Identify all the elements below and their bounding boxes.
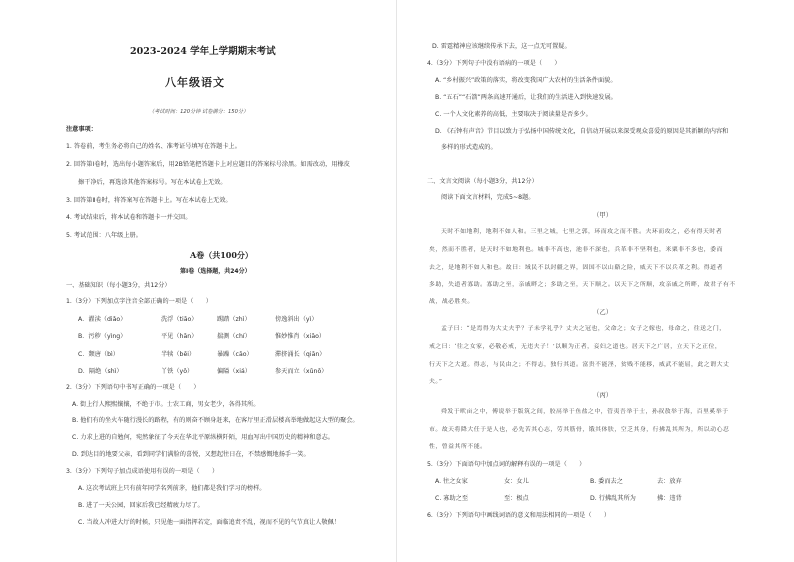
q2-option-d: D. 到达目的地要父亲，看到同学们满脸的喜悦，又想起往日在，不禁感慨地扬手一笑。 — [72, 451, 310, 458]
q3-option-b: B. 进了一天公园，回家后我已经精疲力尽了。 — [78, 502, 204, 509]
q3-option-a: A. 这次考试班上只有前年同学名列前茅，他们都是我们学习的榜样。 — [78, 485, 266, 492]
q4-option-a: A. “乡村振兴”政策的落实，将改变我国广大农村的生活条件面貌。 — [435, 77, 617, 84]
passage-jia-line: 去之，是地利不如人和也。故曰：域民不以封疆之界，固国不以山谿之险，威天下不以兵革之利。得道者 — [429, 265, 723, 271]
q5-option-d: D. 行拂乱其所为 — [590, 495, 636, 502]
passage-jia-line: 天时不如地利，地利不如人和。三里之城，七里之郭，环而攻之而不胜。夫环而攻之，必有得天时者 — [441, 229, 723, 235]
q3-option-c: C. 当故人冲进大厅的时候，只见他一面指挥若定，面临追责不乱，视而不见的气节真让人敬佩！ — [78, 519, 340, 526]
passage-yi-line: 孟子曰：“是焉得为大丈夫乎？子未学礼乎？丈夫之冠也，父命之；女子之嫁也，母命之，往送之门， — [441, 326, 726, 332]
q5-option-a: A. 往之女家 — [435, 478, 468, 485]
q2-option-b: B. 他们有的坐火车随行漫长的路程，有的则奋不顾身赶来，在客厅里正滑层楼高举地做起这大型的聚会。 — [72, 417, 359, 424]
section-a-title: A卷（共100分） — [190, 250, 253, 260]
subject-title: 八年级语文 — [165, 76, 225, 89]
q4-option-c: C. 一个人文化素养的高低，主要取决于阅读量是否多少。 — [435, 111, 592, 118]
q5-option-d-def: 拂：违背 — [657, 495, 682, 502]
q5-option-c-def: 至：极点 — [504, 495, 529, 502]
q1-option-c3: 暴躁（cāo） — [217, 351, 253, 358]
q5-option-b-def: 去：放弃 — [657, 478, 682, 485]
q1-option-a4: 傍逸斜出（yì） — [275, 316, 318, 323]
q1-option-c2: 半犊（bēi） — [161, 351, 196, 358]
notes-heading: 注意事项： — [66, 126, 97, 133]
q4-option-d: D. 《石钟有声音》节目以致力于弘扬中国传统文化，自信动开展以来深受观众喜爱的原因是其新颖的内容和 — [435, 128, 729, 135]
passage-bing-line: 舜发于畎亩之中，傅说举于版筑之间，胶鬲举于鱼盐之中，管夷吾举于士，孙叔敖举于海，百里奚举于 — [441, 409, 729, 415]
section2-intro: 阅读下面文言材料，完成5~8题。 — [441, 194, 535, 201]
passage-bing-label: （丙） — [593, 391, 613, 399]
q1-option-b2: 平见（hān） — [161, 333, 198, 340]
section2-heading: 二、文言文阅读（每小题3分，共12分） — [427, 178, 538, 185]
q5-option-c: C. 寡助之至 — [435, 495, 469, 502]
passage-bing-line: 性，曾益其所不能。 — [429, 444, 487, 450]
note-item: 4. 考试结束后，将本试卷和答题卡一并交回。 — [66, 214, 192, 221]
q1-option-c: C．颓唐（bì） — [78, 351, 119, 358]
q4-stem: 4.（3分）下列句子中没有语病的一项是（ ） — [427, 60, 561, 67]
q2-option-c: C. 力求上进的自勉何，宛然象征了今天在华北平原纵横阡陌，用血写出中国历史的精神和意志。 — [72, 434, 334, 441]
part1-title: 第Ⅰ卷（选择题，共24分） — [180, 268, 251, 275]
passage-yi-line: 夫。” — [429, 379, 443, 385]
exam-title: 2023-2024 学年上学期期末考试 — [130, 46, 276, 57]
q1-option-d2: 丫铁（yǒ） — [161, 368, 194, 375]
q4-option-b: B. “五石”“石箭”两条高速开通后，让我们的生活进入到快速发展。 — [435, 94, 617, 101]
note-item: 擦干净后，再选涂其他答案标号。写在本试卷上无效。 — [78, 179, 227, 186]
q2-option-a: A. 街上行人熙熙攘攘，不绝于市。士农工商，男女老少，各得其所。 — [72, 401, 260, 408]
q1-option-a3: 踢踏（zhì） — [217, 316, 251, 323]
q1-option-a: A．濯渎（diǎo） — [78, 316, 127, 323]
passage-jia-line: 战，战必胜矣。 — [429, 299, 474, 305]
note-item: 3. 回答第Ⅱ卷时，将答案写在答题卡上。写在本试卷上无效。 — [66, 197, 232, 204]
section1-heading: 一、基础知识（每小题3分，共12分） — [66, 282, 171, 289]
q1-option-d3: 偏隘（xiá） — [217, 368, 251, 375]
q5-option-a-def: 女：女儿 — [504, 478, 529, 485]
q3-option-d: D. 雷霆精神应该继续传承下去，这一点无可置疑。 — [432, 43, 571, 50]
q5-stem: 5.（3分）下面语句中加点词的解释有误的一项是（ ） — [427, 461, 586, 468]
passage-yi-line: 戒之曰：‘往之女家，必敬必戒，无违夫子！’以顺为正者，妾妇之道也。居天下之广居，立天下之正位， — [429, 344, 722, 350]
passage-yi-line: 行天下之大道。得志，与民由之；不得志，独行其道。富贵不能淫，贫贱不能移，威武不能屈，此之谓大丈 — [429, 362, 730, 368]
q6-stem: 6.（3分）下列语句中画线词语的意义和用法相同的一项是（ ） — [427, 512, 611, 519]
q1-option-a2: 洗浮（tiāo） — [161, 316, 198, 323]
passage-jia-line: 多助，失道者寡助。寡助之至，亲戚畔之；多助之至，天下顺之。以天下之所顺，攻亲戚之所畔，故君子有不 — [429, 282, 736, 288]
note-item: 1. 答卷前，考生务必将自己的姓名、准考证号填写在答题卡上。 — [66, 143, 241, 150]
q1-option-d4: 参天而立（xǔnō） — [275, 368, 328, 375]
q2-stem: 2.（3分）下列语句中书写正确的一项是（ ） — [66, 384, 200, 391]
q1-stem: 1.（3分）下列加点字注音全部正确的一项是（ ） — [66, 298, 212, 305]
note-item: 5. 考试范围：八年级上册。 — [66, 232, 142, 239]
passage-jia-label: （甲） — [593, 211, 613, 219]
note-item: 2. 回答第Ⅰ卷时，选出每小题答案后，用2B铅笔把答题卡上对应题目的答案标号涂黑。如需改动，用橡皮 — [66, 161, 350, 168]
q1-option-b: B．污秽（yìng） — [78, 333, 127, 340]
q1-option-b3: 揣测（chí） — [217, 333, 251, 340]
passage-jia-line: 矣，然而不胜者，是天时不如地利也。城非不高也，池非不深也，兵革非不坚利也，米粟非不多也，委而 — [429, 247, 723, 253]
q1-option-b4: 惟妙惟肖（xiāo） — [275, 333, 326, 340]
right-page — [397, 0, 794, 562]
passage-bing-line: 市。故天将降大任于是人也，必先苦其心志，劳其筋骨，饿其体肤，空乏其身，行拂乱其所为，所以动心忍 — [429, 427, 730, 433]
exam-info: （考试时间：120分钟 试卷满分：150分） — [149, 109, 249, 115]
q1-option-d: D．隔绝（shì） — [78, 368, 123, 375]
q3-stem: 3.（3分）下列句子加点成语使用有误的一项是（ ） — [66, 468, 219, 475]
q5-option-b: B. 委而去之 — [590, 478, 623, 485]
q1-option-c4: 滞挤涌长（qiān） — [275, 351, 326, 358]
q4-option-d-cont: 多样的形式造成的。 — [441, 144, 497, 151]
passage-yi-label: （乙） — [593, 308, 613, 316]
